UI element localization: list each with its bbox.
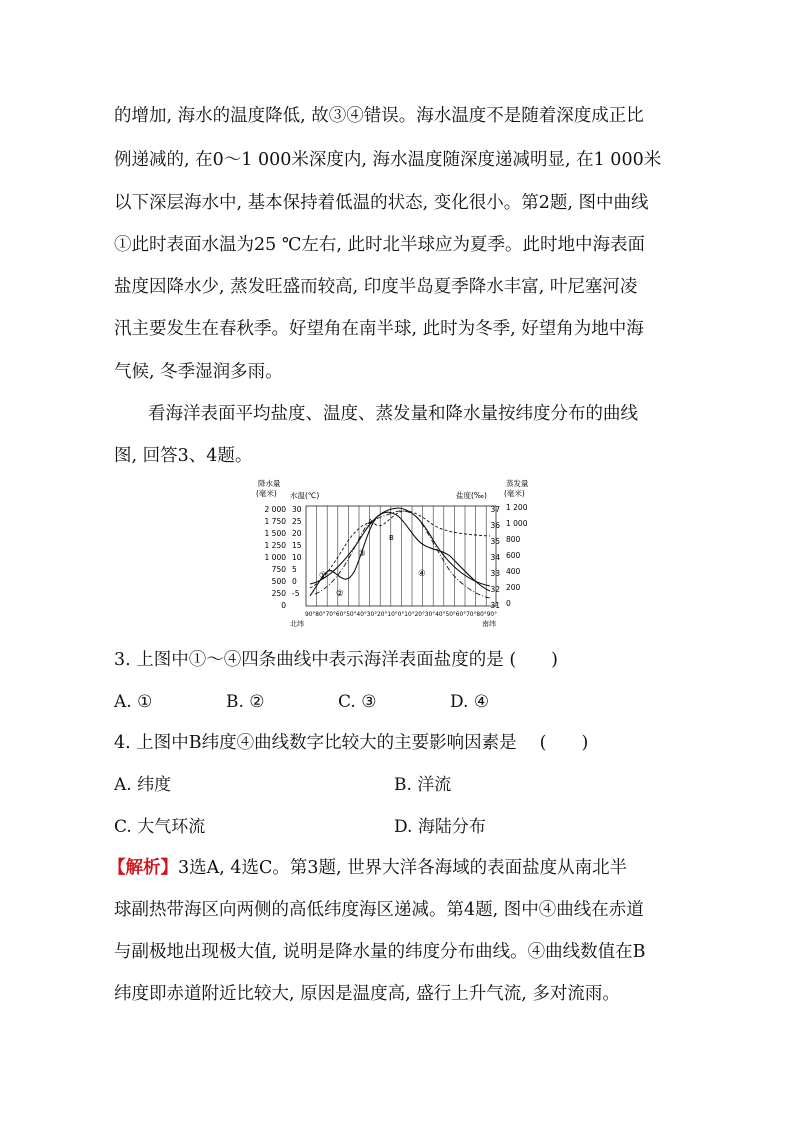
question-stem: 4. 上图中B纬度④曲线数字比较大的主要影响因素是 ( ): [114, 733, 589, 753]
svg-text:31: 31: [490, 601, 500, 610]
svg-text:1 000: 1 000: [264, 553, 286, 562]
svg-text:0: 0: [506, 599, 511, 608]
svg-text:0: 0: [292, 577, 297, 586]
analysis-text: 3选A, 4选C。第3题, 世界大洋各海域的表面盐度从南北半: [178, 858, 628, 878]
precip-axis-ticks: [265, 505, 287, 610]
svg-text:750: 750: [271, 565, 286, 574]
analysis-tag: 【解析】: [108, 858, 178, 878]
curve-labels: [319, 549, 426, 599]
evaporation-axis-unit: (毫米): [504, 489, 525, 498]
plot-frame: [306, 506, 496, 606]
text-line: 盐度因降水少, 蒸发旺盛而较高, 印度半岛夏季降水丰富, 叶尼塞河凌: [114, 277, 638, 297]
question-stem: 3. 上图中①～④四条曲线中表示海洋表面盐度的是 ( ): [114, 650, 558, 670]
curve-label-3: ③: [358, 549, 366, 559]
svg-text:1 500: 1 500: [264, 529, 286, 538]
option-a[interactable]: A. 纬度: [114, 775, 172, 795]
svg-text:36: 36: [490, 521, 500, 530]
text-line: 气候, 冬季湿润多雨。: [114, 362, 283, 382]
salinity-axis-title: 盐度(‰): [456, 491, 487, 500]
svg-text:800: 800: [506, 535, 521, 544]
text-line: 汛主要发生在春秋季。好望角在南半球, 此时为冬季, 好望角为地中海: [114, 319, 644, 339]
svg-text:25: 25: [292, 517, 302, 526]
text-line: 看海洋表面平均盐度、温度、蒸发量和降水量按纬度分布的曲线: [148, 404, 638, 424]
svg-text:1 250: 1 250: [264, 541, 286, 550]
svg-text:400: 400: [506, 567, 521, 576]
svg-text:33: 33: [490, 569, 500, 578]
svg-text:2 000: 2 000: [264, 505, 286, 514]
text-line: 图, 回答3、4题。: [114, 446, 253, 466]
precip-axis-unit: (毫米): [256, 489, 277, 498]
svg-text:35: 35: [490, 537, 500, 546]
text-line: ①此时表面水温为25 ℃左右, 此时北半球应为夏季。此时地中海表面: [114, 235, 646, 255]
temp-axis-ticks: [292, 505, 302, 598]
svg-text:5: 5: [292, 565, 297, 574]
svg-text:30: 30: [292, 505, 302, 514]
option-c[interactable]: C. ③: [338, 692, 377, 712]
curve-label-1: ①: [319, 571, 327, 581]
svg-text:1 200: 1 200: [506, 503, 528, 512]
curve-evaporation: [315, 511, 490, 598]
temp-axis-title: 水温(℃): [290, 491, 320, 500]
svg-text:15: 15: [292, 541, 302, 550]
evaporation-axis-title: 蒸发量: [506, 479, 529, 488]
curve-salinity: [310, 511, 490, 588]
latitude-ticks: 90°80°70°60°50°40°30°20°10°0°10°20°30°40°50°60°70°80°90°: [305, 611, 497, 618]
svg-text:-5: -5: [292, 589, 300, 598]
curve-label-2: ②: [336, 589, 344, 599]
svg-text:250: 250: [271, 589, 286, 598]
text-line: 与副极地出现极大值, 说明是降水量的纬度分布曲线。④曲线数值在B: [114, 942, 646, 962]
point-label-a: A: [368, 518, 373, 526]
option-a[interactable]: A. ①: [114, 692, 153, 712]
evaporation-axis-ticks: [506, 503, 528, 608]
point-label-b: B: [389, 534, 394, 542]
text-line: 纬度即赤道附近比较大, 原因是温度高, 盛行上升气流, 多对流雨。: [114, 984, 620, 1004]
south-latitude-label: 南纬: [482, 620, 496, 628]
option-d[interactable]: D. 海陆分布: [394, 817, 486, 837]
text-line: 的增加, 海水的温度降低, 故③④错误。海水温度不是随着深度成正比: [114, 106, 644, 126]
option-b[interactable]: B. 洋流: [394, 775, 452, 795]
latitude-distribution-figure: [250, 476, 550, 636]
svg-text:10: 10: [292, 553, 302, 562]
salinity-axis-ticks: [490, 505, 500, 610]
svg-text:600: 600: [506, 551, 521, 560]
precip-axis-title: 降水量: [258, 479, 281, 488]
svg-text:20: 20: [292, 529, 302, 538]
option-b[interactable]: B. ②: [226, 692, 265, 712]
svg-text:1 000: 1 000: [506, 519, 528, 528]
svg-text:1 750: 1 750: [264, 517, 286, 526]
analysis-first-line: [108, 856, 627, 880]
option-c[interactable]: C. 大气环流: [114, 817, 206, 837]
option-d[interactable]: D. ④: [450, 692, 490, 712]
svg-text:34: 34: [490, 553, 500, 562]
svg-text:32: 32: [490, 585, 500, 594]
north-latitude-label: 北纬: [290, 620, 304, 628]
svg-text:500: 500: [271, 577, 286, 586]
text-line: 以下深层海水中, 基本保持着低温的状态, 变化很小。第2题, 图中曲线: [114, 193, 649, 213]
curve-label-4: ④: [418, 569, 426, 579]
text-line: 例递减的, 在0～1 000米深度内, 海水温度随深度递减明显, 在1 000米: [114, 150, 662, 170]
point-labels: [368, 518, 394, 542]
svg-text:37: 37: [490, 505, 500, 514]
curve-precipitation: [310, 512, 490, 596]
text-line: 球副热带海区向两侧的高低纬度海区递减。第4题, 图中④曲线在赤道: [114, 900, 644, 920]
svg-text:200: 200: [506, 583, 521, 592]
svg-text:0: 0: [281, 601, 286, 610]
